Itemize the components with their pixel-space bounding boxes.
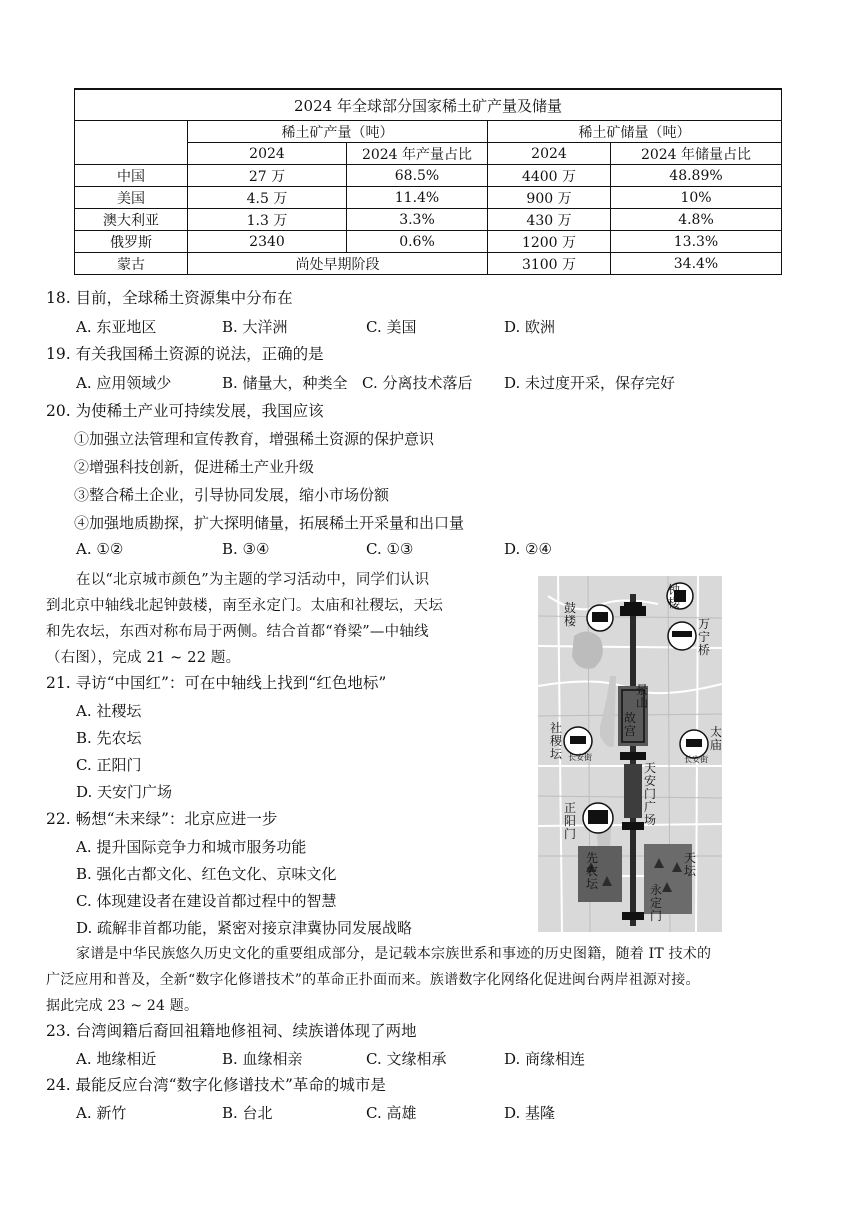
q20-item-2: ②增强科技创新，促进稀土产业升级 (74, 458, 315, 476)
q22-option-c[interactable]: C. 体现建设者在建设首都过程中的智慧 (76, 892, 337, 910)
shichahai-lake (572, 631, 603, 668)
q20-option-d[interactable]: D. ②④ (504, 540, 552, 558)
q20-item-3: ③整合稀土企业，引导协同发展，缩小市场份额 (74, 486, 390, 504)
intro21-line-3: 和先农坛，东西对称布局于两侧。结合首都“脊梁”—中轴线 (46, 624, 429, 640)
intro23-line-1: 家谱是中华民族悠久历史文化的重要组成部分，是记载本宗族世系和事迹的历史图籍，随着 IT 技术的 (76, 946, 712, 962)
yongdingmen-gate (622, 912, 644, 920)
label-zhengyangmen: 正阳门 (564, 801, 577, 841)
label-wanningqiao: 万宁桥 (698, 617, 711, 657)
q21-option-d[interactable]: D. 天安门广场 (76, 783, 173, 801)
intro21-line-2: 到北京中轴线北起钟鼓楼，南至永定门。太庙和社稷坛，天坛 (46, 598, 443, 614)
q23-option-b[interactable]: B. 血缘相亲 (222, 1050, 303, 1068)
cell-prod-share: 11.4% (347, 187, 488, 209)
cell-res-share: 4.8% (611, 209, 782, 231)
cell-country: 美国 (75, 187, 188, 209)
label-tiananmen-square: 天安门广场 (644, 761, 657, 827)
label-yongdingmen: 永定门 (650, 883, 663, 923)
label-shejitan: 社稷坛 (550, 721, 563, 761)
q21-option-b[interactable]: B. 先农坛 (76, 729, 142, 747)
cell-country: 澳大利亚 (75, 209, 188, 231)
cell-prod-share: 68.5% (347, 165, 488, 187)
cell-res: 430 万 (488, 209, 611, 231)
q22-option-d[interactable]: D. 疏解非首都功能，紧密对接京津冀协同发展战略 (76, 919, 413, 937)
q19-option-d[interactable]: D. 未过度开采，保存完好 (504, 374, 676, 392)
q20-option-a[interactable]: A. ①② (76, 540, 124, 558)
q22-option-a[interactable]: A. 提升国际竞争力和城市服务功能 (76, 838, 307, 856)
q19-option-a[interactable]: A. 应用领域少 (76, 374, 172, 392)
cell-res: 3100 万 (488, 253, 611, 275)
intro21-line-4: （右图），完成 21 ~ 22 题。 (46, 650, 241, 666)
intro21-line-1: 在以“北京城市颜色”为主题的学习活动中，同学们认识 (76, 572, 430, 588)
q21-option-c[interactable]: C. 正阳门 (76, 756, 142, 774)
label-zhonglou: 钟楼 (668, 583, 681, 610)
label-changan-east: 长安街 (684, 755, 708, 764)
table-corner-cell (75, 121, 188, 165)
q20-option-c[interactable]: C. ①③ (366, 540, 414, 558)
table-row (75, 209, 782, 231)
tiananmen-square-block (624, 764, 642, 818)
xiannongtan-park (578, 846, 622, 902)
tiananmen-gate (620, 752, 646, 760)
subheader-res-share: 2024 年储量占比 (611, 143, 782, 165)
q24-option-d[interactable]: D. 基隆 (504, 1104, 556, 1122)
cell-prod: 27 万 (188, 165, 347, 187)
q19-option-b[interactable]: B. 储量大，种类全 (222, 374, 348, 392)
cell-prod: 1.3 万 (188, 209, 347, 231)
cell-res: 4400 万 (488, 165, 611, 187)
q18-option-c[interactable]: C. 美国 (366, 318, 417, 336)
table-title: 2024 年全球部分国家稀土矿产量及储量 (75, 89, 782, 121)
intro23-line-3: 据此完成 23 ~ 24 题。 (46, 998, 199, 1014)
intro23-line-2: 广泛应用和普及，全新“数字化修谱技术”的革命正扑面而来。族谱数字化网络化促进闽台两岸祖源对接。 (46, 972, 700, 988)
table-row (75, 231, 782, 253)
q24-option-b[interactable]: B. 台北 (222, 1104, 273, 1122)
cell-res-share: 13.3% (611, 231, 782, 253)
q21-option-a[interactable]: A. 社稷坛 (76, 702, 142, 720)
cell-prod-share: 0.6% (347, 231, 488, 253)
q22-stem: 22. 畅想“未来绿”：北京应进一步 (46, 810, 278, 828)
q19-stem: 19. 有关我国稀土资源的说法，正确的是 (46, 345, 324, 363)
q24-option-c[interactable]: C. 高雄 (366, 1104, 417, 1122)
label-tiantan: 天坛 (684, 851, 697, 878)
cell-prod-merged: 尚处早期阶段 (188, 253, 488, 275)
q18-option-d[interactable]: D. 欧洲 (504, 318, 556, 336)
table-row (75, 187, 782, 209)
cell-country: 中国 (75, 165, 188, 187)
cell-prod: 4.5 万 (188, 187, 347, 209)
q24-stem: 24. 最能反应台湾“数字化修谱技术”革命的城市是 (46, 1076, 386, 1094)
subheader-res-year: 2024 (488, 143, 611, 165)
zhengyangmen-gate (622, 822, 644, 830)
q23-option-d[interactable]: D. 商缘相连 (504, 1050, 586, 1068)
beijing-central-axis-map (538, 576, 722, 932)
q23-option-c[interactable]: C. 文缘相承 (366, 1050, 447, 1068)
table-row (75, 253, 782, 275)
q20-stem: 20. 为使稀土产业可持续发展，我国应该 (46, 402, 324, 420)
cell-country: 俄罗斯 (75, 231, 188, 253)
cell-res: 900 万 (488, 187, 611, 209)
q24-option-a[interactable]: A. 新竹 (76, 1104, 127, 1122)
header-reserve: 稀土矿储量（吨） (488, 121, 782, 143)
q23-option-a[interactable]: A. 地缘相近 (76, 1050, 157, 1068)
cell-prod: 2340 (188, 231, 347, 253)
q19-option-c[interactable]: C. 分离技术落后 (362, 374, 473, 392)
rare-earth-table (74, 88, 782, 275)
cell-res: 1200 万 (488, 231, 611, 253)
q20-option-b[interactable]: B. ③④ (222, 540, 270, 558)
subheader-prod-year: 2024 (188, 143, 347, 165)
label-gugong: 故宫 (624, 711, 637, 738)
q23-stem: 23. 台湾闽籍后裔回祖籍地修祖祠、续族谱体现了两地 (46, 1022, 417, 1040)
q18-stem: 18. 目前，全球稀土资源集中分布在 (46, 289, 293, 307)
cell-res-share: 34.4% (611, 253, 782, 275)
label-jingshan: 景山 (636, 683, 649, 710)
label-changan-west: 长安街 (568, 753, 592, 762)
header-production: 稀土矿产量（吨） (188, 121, 488, 143)
q18-option-a[interactable]: A. 东亚地区 (76, 318, 157, 336)
cell-res-share: 10% (611, 187, 782, 209)
label-taimiao: 太庙 (710, 725, 722, 752)
q20-item-1: ①加强立法管理和宣传教育，增强稀土资源的保护意识 (74, 430, 435, 448)
label-gulou: 鼓楼 (564, 601, 577, 628)
q20-item-4: ④加强地质勘探，扩大探明储量，拓展稀土开采量和出口量 (74, 514, 465, 532)
gulou-building (620, 606, 646, 616)
cell-res-share: 48.89% (611, 165, 782, 187)
q21-stem: 21. 寻访“中国红”：可在中轴线上找到“红色地标” (46, 674, 387, 692)
label-xiannongtan: 先农坛 (586, 851, 599, 891)
q18-option-b[interactable]: B. 大洋洲 (222, 318, 288, 336)
q22-option-b[interactable]: B. 强化古都文化、红色文化、京味文化 (76, 865, 337, 883)
cell-country: 蒙古 (75, 253, 188, 275)
table-row (75, 165, 782, 187)
cell-prod-share: 3.3% (347, 209, 488, 231)
subheader-prod-share: 2024 年产量占比 (347, 143, 488, 165)
